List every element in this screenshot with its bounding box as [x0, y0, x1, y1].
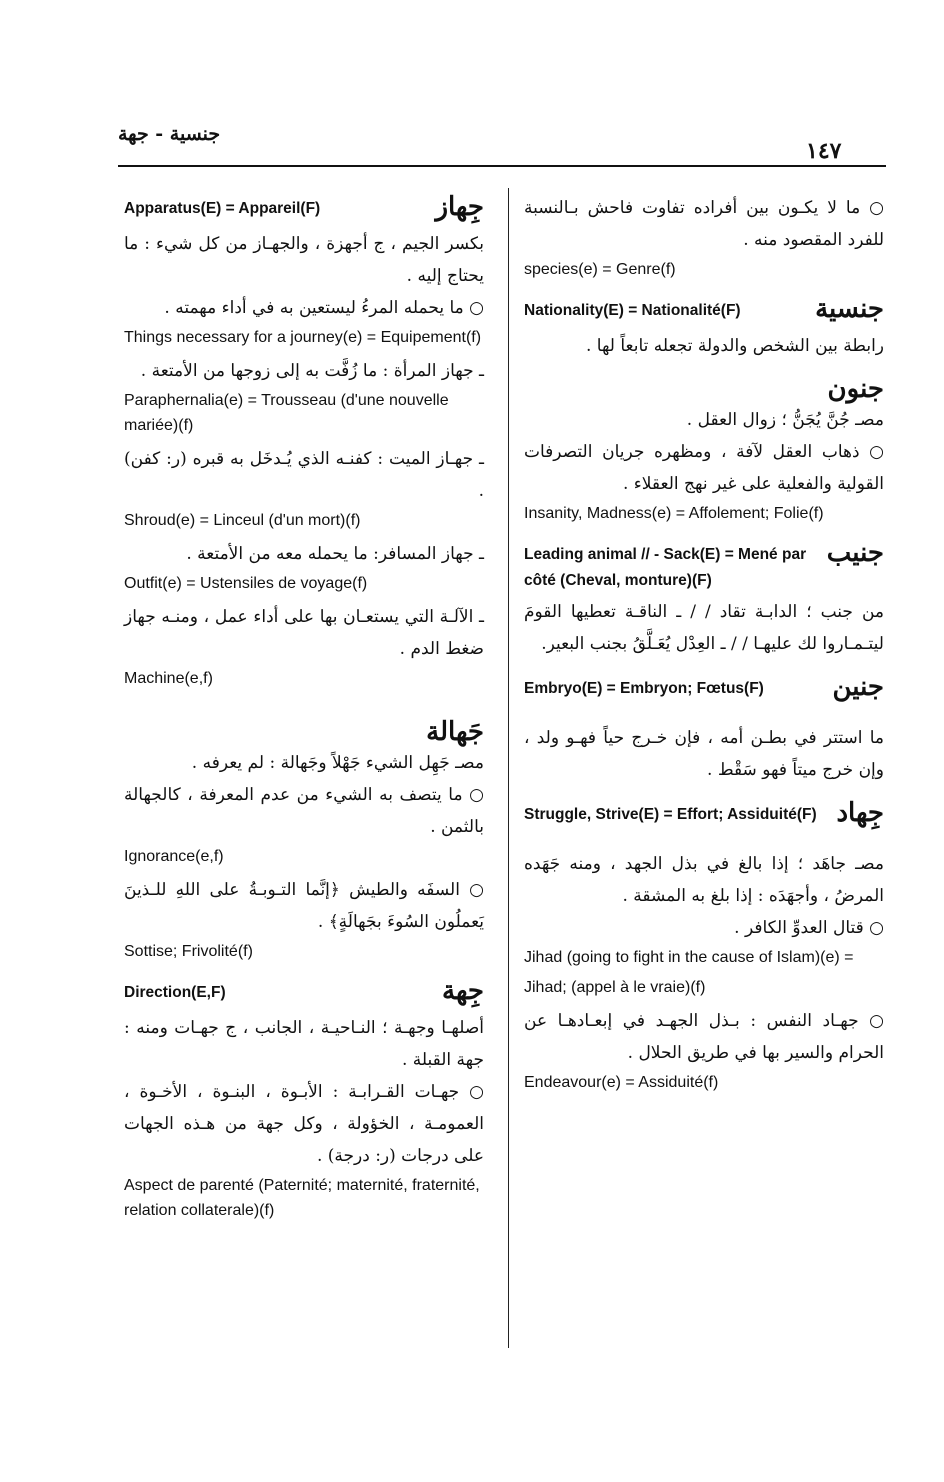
definition-ar: ○ ما يتصف به الشيء من عدم المعرفة ، كالجهالة بالثمن . [124, 785, 484, 837]
definition-en: Things necessary for a journey(e) = Equipement(f) [124, 329, 482, 346]
headword: جنيب [826, 538, 884, 568]
definition-ar: مصـ جاهَد ؛ إذا بالغ في بذل الجهد ، ومنه جَهَده المرضُ ، وأجهَدَه : إذا بلغ به المشقة . [524, 854, 884, 906]
definition-ar: ○ قتال العدوِّ الكافر . [734, 918, 884, 938]
definition-ar: ○ جهـات القـرابـة : الأبـوة ، البنـوة ، الأخـوة ، العمومـة ، الخؤولة ، وكل جهة من هـذه الجهات على درجات (ر: درجة) . [124, 1082, 484, 1166]
entry-jahala [124, 717, 484, 964]
entry-continuation [524, 192, 884, 282]
definition-ar: ○ ما يحمله المرءُ ليستعين به في أداء مهمته . [164, 298, 484, 318]
entry-junun [524, 374, 884, 526]
definition-en: Jihad (going to fight in the cause of Islam)(e) = [524, 949, 854, 966]
entry-janib [524, 538, 884, 660]
definition-ar: ○ السفَه والطيش ﴿إنَّما التـوبـةُ على اللهِ للـذينَ يَعملُون السُوءَ بجَهالَةٍ﴾ . [124, 880, 484, 932]
definition-ar: ○ ما لا يكـون بين أفراده تفاوت فاحش بـالنسبة للفرد المقصود منه . [524, 198, 884, 250]
headword-equivalent: Direction(E,F) [124, 984, 226, 1001]
headword: جِهاز [435, 192, 484, 222]
headword-equivalent: Leading animal // - Sack(E) = Mené par côté (Cheval, monture)(F) [524, 546, 807, 589]
running-title: جنسية - جهة [118, 123, 221, 145]
definition-ar: ـ جهاز المرأة : ما زُفَّت به إلى زوجها من الأمتعة . [140, 361, 484, 381]
definition-en: Insanity, Madness(e) = Affolement; Folie(f) [524, 505, 824, 522]
entry-jiha [124, 976, 484, 1223]
headword: جنين [832, 672, 884, 702]
definition-en: Ignorance(e,f) [124, 848, 224, 865]
definition-ar: ○ جهـاد النفس : بـذل الجهـد في إبعـادهـا عن الحرام والسير بها في طريق الحلال . [524, 1011, 884, 1063]
definition-ar: ـ جهـاز الميت : كفنـه الذي يُـدخَل به قبره (ر: كفن) . [124, 449, 484, 501]
definition-ar: مصـ جُنَّ يُجَنُّ ؛ زوال العقل . [686, 410, 884, 430]
definition-en: Jihad; (appel à le vraie)(f) [524, 979, 706, 996]
headword: جنون [827, 374, 884, 404]
definition-ar: ـ جهاز المسافر: ما يحمله معه من الأمتعة . [186, 544, 484, 564]
headword: جنسية [815, 294, 884, 324]
headword-equivalent: Apparatus(E) = Appareil(F) [124, 200, 321, 217]
headword-equivalent: Struggle, Strive(E) = Effort; Assiduité(F) [524, 806, 817, 823]
headword: جِهة [442, 976, 484, 1006]
header-rule [118, 165, 886, 167]
headword: جَهالة [426, 717, 484, 747]
headword-equivalent: Embryo(E) = Embryon; Fœtus(F) [524, 680, 764, 697]
headword-equivalent: Nationality(E) = Nationalité(F) [524, 302, 741, 319]
entry-jinsiyya [524, 294, 884, 362]
definition-en: Shroud(e) = Linceul (d'un mort)(f) [124, 512, 361, 529]
left-column [124, 192, 484, 1235]
definition-ar: بكسر الجيم ، ج أجهزة ، والجهـاز من كل شيء : ما يحتاج إليه . [124, 234, 484, 286]
page-number: ١٤٧ [806, 138, 842, 164]
definition-en: Paraphernalia(e) = Trousseau (d'une nouvelle mariée)(f) [124, 392, 449, 434]
definition-ar: ما استتر في بطـن أمه ، فإن خـرج حياً فهـو ولد ، وإن خرج ميتاً فهو سَقْط . [524, 728, 884, 780]
entry-jihad [524, 798, 884, 1095]
definition-ar: مصـ جَهِل الشيء جَهْلاً وجَهالة : لم يعرفه . [191, 753, 484, 773]
definition-ar: من جنب ؛ الدابـة تقاد / / ـ الناقـة تعطيها القومَ ليتـمـاروا لك عليهـا / / ـ العِدْل يُعَـلَّقُ بجنب البعير. [524, 602, 884, 654]
definition-en: Machine(e,f) [124, 670, 213, 687]
definition-en: species(e) = Genre(f) [524, 261, 676, 278]
column-divider [508, 188, 509, 1348]
right-column [524, 192, 884, 1107]
definition-ar: أصلهـا وجهـة ؛ النـاحيـة ، الجانب ، ج جهـات ومنه : جهة القبلة . [124, 1018, 484, 1070]
definition-en: Aspect de parenté (Paternité; maternité, fraternité, relation collaterale)(f) [124, 1177, 480, 1219]
definition-ar: رابطة بين الشخص والدولة تجعله تابعاً لها . [585, 336, 884, 356]
headword: جِهاد [836, 798, 884, 828]
entry-janin [524, 672, 884, 786]
definition-en: Outfit(e) = Ustensiles de voyage(f) [124, 575, 368, 592]
entry-jihaz [124, 192, 484, 691]
definition-en: Endeavour(e) = Assiduité(f) [524, 1074, 719, 1091]
definition-ar: ـ الآلـة التي يستعـان بها على أداء عمل ، ومنـه جهاز ضغط الدم . [124, 607, 484, 659]
definition-en: Sottise; Frivolité(f) [124, 943, 253, 960]
definition-ar: ○ ذهاب العقل لآفة ، ومظهره جريان التصرفات القولية والفعلية على غير نهج العقلاء . [524, 442, 884, 494]
